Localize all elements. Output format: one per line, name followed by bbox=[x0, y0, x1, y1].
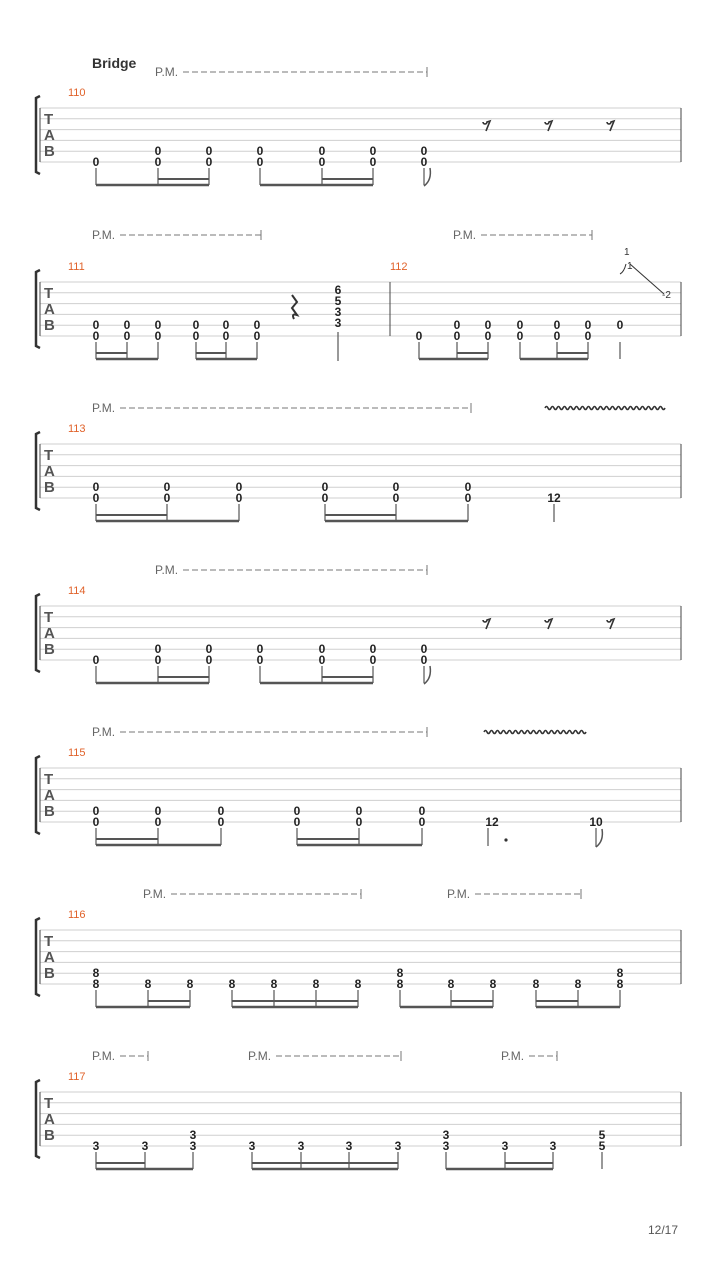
tab-letter-t: T bbox=[44, 933, 54, 950]
fret-number: 8 bbox=[144, 977, 152, 991]
palm-mute-marking bbox=[92, 228, 261, 242]
fret-number: 0 bbox=[484, 329, 492, 343]
fret-number: 0 bbox=[154, 804, 162, 819]
tab-system bbox=[36, 585, 681, 672]
fret-number: 0 bbox=[420, 642, 428, 657]
tab-letter-b: B bbox=[44, 479, 55, 496]
palm-mute-label: P.M. bbox=[501, 1049, 525, 1063]
tab-letter-t: T bbox=[44, 111, 54, 128]
fret-number: 8 bbox=[532, 977, 540, 991]
fret-number: 12 bbox=[485, 815, 499, 829]
fret-number: 0 bbox=[253, 318, 261, 333]
fret-number: 0 bbox=[154, 144, 162, 159]
fret-number: 0 bbox=[92, 804, 100, 819]
vibrato-marking bbox=[484, 731, 586, 734]
fret-number: 8 bbox=[616, 966, 624, 981]
measure-number: 116 bbox=[68, 909, 86, 921]
tab-system bbox=[36, 1071, 681, 1158]
fret-number: 0 bbox=[415, 329, 423, 343]
fret-number: 0 bbox=[369, 642, 377, 657]
fret-number: 0 bbox=[256, 653, 264, 667]
vibrato-marking bbox=[545, 407, 665, 410]
page-number: 12/17 bbox=[647, 1223, 678, 1237]
fret-number: 0 bbox=[355, 804, 363, 819]
fret-number: 0 bbox=[205, 155, 213, 169]
fret-number: 0 bbox=[123, 318, 131, 333]
fret-number: 0 bbox=[453, 318, 461, 333]
fret-number: 0 bbox=[163, 491, 171, 505]
fret-number: 0 bbox=[92, 815, 100, 829]
tab-letter-a: A bbox=[44, 463, 55, 480]
fret-number: 0 bbox=[355, 815, 363, 829]
fret-number: 0 bbox=[584, 318, 592, 333]
fret-number: 0 bbox=[92, 480, 100, 495]
dot bbox=[504, 838, 507, 841]
fret-number: 0 bbox=[253, 329, 261, 343]
measure-number: 117 bbox=[68, 1071, 86, 1083]
fret-number: 0 bbox=[205, 144, 213, 159]
fret-number: 8 bbox=[92, 977, 100, 991]
fret-number: 0 bbox=[92, 653, 100, 667]
fret-number: 0 bbox=[616, 318, 624, 333]
fret-number: 8 bbox=[574, 977, 582, 991]
tab-letter-a: A bbox=[44, 949, 55, 966]
system-bracket bbox=[36, 594, 40, 672]
fret-number: 0 bbox=[418, 804, 426, 819]
fret-number: 0 bbox=[222, 318, 230, 333]
fret-number: 0 bbox=[318, 155, 326, 169]
fret-number: 8 bbox=[92, 966, 100, 981]
note-flag bbox=[424, 168, 430, 186]
palm-mute-label: P.M. bbox=[143, 887, 167, 901]
measure-number: 115 bbox=[68, 747, 86, 759]
fret-number: 0 bbox=[154, 642, 162, 657]
bend-amount: 1 bbox=[627, 261, 633, 272]
section-label: Bridge bbox=[92, 55, 137, 71]
fret-number: 8 bbox=[489, 977, 497, 991]
fret-number: 0 bbox=[217, 804, 225, 819]
tab-letter-t: T bbox=[44, 771, 54, 788]
palm-mute-label: P.M. bbox=[155, 65, 179, 79]
fret-number: 0 bbox=[154, 318, 162, 333]
palm-mute-marking bbox=[453, 228, 592, 242]
measure-number: 112 bbox=[390, 261, 408, 273]
bend-release-amount: -2 bbox=[662, 290, 671, 301]
tab-letter-a: A bbox=[44, 1111, 55, 1128]
tab-letter-t: T bbox=[44, 285, 54, 302]
palm-mute-marking bbox=[92, 1049, 148, 1063]
fret-number: 8 bbox=[354, 977, 362, 991]
palm-mute-marking bbox=[501, 1049, 557, 1063]
system-bracket bbox=[36, 96, 40, 174]
fret-number: 0 bbox=[256, 642, 264, 657]
tab-letter-a: A bbox=[44, 301, 55, 318]
fret-number: 8 bbox=[396, 966, 404, 981]
fret-number: 10 bbox=[589, 815, 603, 829]
measure-number: 113 bbox=[68, 423, 86, 435]
fret-number: 0 bbox=[420, 155, 428, 169]
fret-number: 0 bbox=[235, 480, 243, 495]
palm-mute-label: P.M. bbox=[92, 228, 116, 242]
fret-number: 3 bbox=[92, 1139, 100, 1153]
fret-number: 0 bbox=[92, 329, 100, 343]
fret-number: 3 bbox=[334, 305, 342, 319]
fret-number: 3 bbox=[549, 1139, 557, 1153]
palm-mute-label: P.M. bbox=[447, 887, 471, 901]
fret-number: 0 bbox=[92, 491, 100, 505]
fret-number: 0 bbox=[318, 642, 326, 657]
tab-letter-t: T bbox=[44, 447, 54, 464]
tab-letter-b: B bbox=[44, 317, 55, 334]
tab-letter-b: B bbox=[44, 965, 55, 982]
fret-number: 8 bbox=[270, 977, 278, 991]
fret-number: 0 bbox=[318, 653, 326, 667]
fret-number: 0 bbox=[392, 480, 400, 495]
palm-mute-label: P.M. bbox=[92, 1049, 116, 1063]
fret-number: 5 bbox=[598, 1128, 606, 1143]
tab-system bbox=[36, 87, 681, 174]
fret-number: 0 bbox=[192, 318, 200, 333]
fret-number: 0 bbox=[464, 491, 472, 505]
fret-number: 3 bbox=[442, 1139, 450, 1153]
fret-number: 3 bbox=[189, 1128, 197, 1143]
palm-mute-marking bbox=[155, 563, 427, 577]
fret-number: 12 bbox=[547, 491, 561, 505]
system-bracket bbox=[36, 756, 40, 834]
tab-letter-t: T bbox=[44, 609, 54, 626]
fret-number: 3 bbox=[345, 1139, 353, 1153]
palm-mute-label: P.M. bbox=[92, 725, 116, 739]
fret-number: 3 bbox=[501, 1139, 509, 1153]
fret-number: 0 bbox=[484, 318, 492, 333]
fret-number: 0 bbox=[92, 318, 100, 333]
palm-mute-marking bbox=[248, 1049, 401, 1063]
fret-number: 0 bbox=[154, 653, 162, 667]
fret-number: 6 bbox=[334, 283, 342, 297]
fret-number: 0 bbox=[369, 144, 377, 159]
fret-number: 0 bbox=[154, 815, 162, 829]
fret-number: 0 bbox=[553, 318, 561, 333]
system-bracket bbox=[36, 432, 40, 510]
tab-letter-t: T bbox=[44, 1095, 54, 1112]
fret-number: 0 bbox=[318, 144, 326, 159]
fret-number: 3 bbox=[189, 1139, 197, 1153]
fret-number: 0 bbox=[293, 815, 301, 829]
fret-number: 0 bbox=[92, 155, 100, 169]
fret-number: 0 bbox=[418, 815, 426, 829]
fret-number: 8 bbox=[447, 977, 455, 991]
palm-mute-label: P.M. bbox=[248, 1049, 272, 1063]
fret-number: 0 bbox=[205, 642, 213, 657]
fret-number: 0 bbox=[154, 329, 162, 343]
quarter-rest bbox=[292, 295, 297, 319]
note-flag bbox=[596, 829, 602, 847]
system-bracket bbox=[36, 270, 40, 348]
tab-letter-a: A bbox=[44, 127, 55, 144]
fret-number: 0 bbox=[453, 329, 461, 343]
fret-number: 0 bbox=[392, 491, 400, 505]
fret-number: 3 bbox=[442, 1128, 450, 1143]
fret-number: 0 bbox=[256, 155, 264, 169]
palm-mute-label: P.M. bbox=[453, 228, 477, 242]
fret-number: 0 bbox=[420, 144, 428, 159]
palm-mute-marking bbox=[143, 887, 361, 901]
fret-number: 5 bbox=[334, 294, 342, 308]
fret-number: 0 bbox=[154, 155, 162, 169]
fret-number: 0 bbox=[516, 318, 524, 333]
fret-number: 8 bbox=[616, 977, 624, 991]
palm-mute-marking bbox=[92, 725, 427, 739]
fret-number: 0 bbox=[369, 653, 377, 667]
fret-number: 8 bbox=[396, 977, 404, 991]
bend-curve bbox=[620, 264, 626, 274]
fret-number: 3 bbox=[394, 1139, 402, 1153]
measure-number: 110 bbox=[68, 87, 86, 99]
fret-number: 0 bbox=[464, 480, 472, 495]
note-flag bbox=[424, 666, 430, 684]
bend-amount: 1 bbox=[624, 247, 630, 258]
fret-number: 8 bbox=[186, 977, 194, 991]
palm-mute-label: P.M. bbox=[92, 401, 116, 415]
fret-number: 3 bbox=[141, 1139, 149, 1153]
tab-letter-b: B bbox=[44, 641, 55, 658]
palm-mute-marking bbox=[92, 401, 471, 415]
fret-number: 8 bbox=[228, 977, 236, 991]
fret-number: 0 bbox=[222, 329, 230, 343]
tab-letter-b: B bbox=[44, 1127, 55, 1144]
fret-number: 8 bbox=[312, 977, 320, 991]
tab-letter-a: A bbox=[44, 787, 55, 804]
fret-number: 0 bbox=[293, 804, 301, 819]
system-bracket bbox=[36, 1080, 40, 1158]
fret-number: 0 bbox=[192, 329, 200, 343]
fret-number: 0 bbox=[516, 329, 524, 343]
fret-number: 3 bbox=[297, 1139, 305, 1153]
measure-number: 114 bbox=[68, 585, 86, 597]
fret-number: 3 bbox=[248, 1139, 256, 1153]
tab-system bbox=[36, 423, 681, 510]
fret-number: 0 bbox=[163, 480, 171, 495]
fret-number: 0 bbox=[123, 329, 131, 343]
fret-number: 0 bbox=[235, 491, 243, 505]
bend-release-line bbox=[630, 264, 664, 294]
tab-letter-b: B bbox=[44, 803, 55, 820]
palm-mute-label: P.M. bbox=[155, 563, 179, 577]
fret-number: 0 bbox=[321, 491, 329, 505]
fret-number: 0 bbox=[369, 155, 377, 169]
fret-number: 0 bbox=[420, 653, 428, 667]
fret-number: 3 bbox=[334, 316, 342, 330]
palm-mute-marking bbox=[447, 887, 581, 901]
tab-letter-b: B bbox=[44, 143, 55, 160]
fret-number: 0 bbox=[256, 144, 264, 159]
fret-number: 0 bbox=[217, 815, 225, 829]
fret-number: 0 bbox=[205, 653, 213, 667]
system-bracket bbox=[36, 918, 40, 996]
fret-number: 0 bbox=[321, 480, 329, 495]
fret-number: 0 bbox=[584, 329, 592, 343]
tab-letter-a: A bbox=[44, 625, 55, 642]
fret-number: 5 bbox=[598, 1139, 606, 1153]
palm-mute-marking bbox=[155, 65, 427, 79]
fret-number: 0 bbox=[553, 329, 561, 343]
measure-number: 111 bbox=[68, 261, 85, 273]
